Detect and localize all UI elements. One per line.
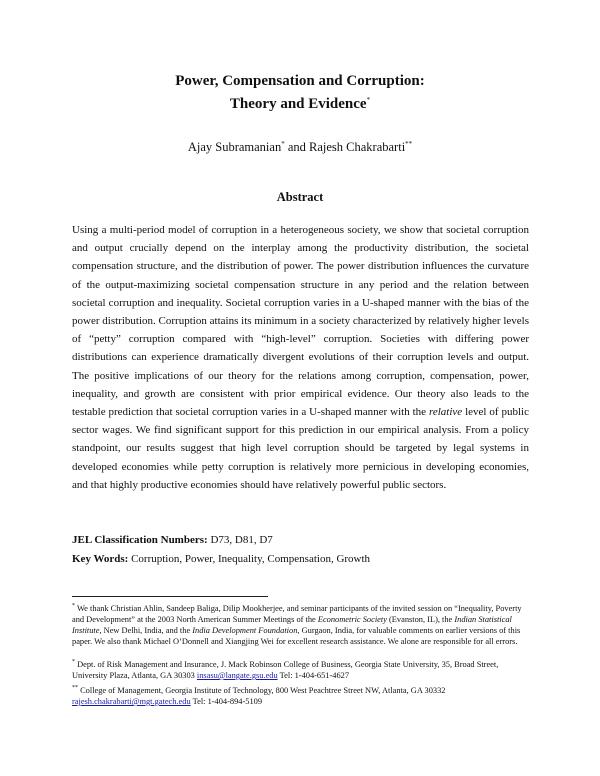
footnote-acknowledgements xyxy=(72,601,532,648)
key-words-value: Corruption, Power, Inequality, Compensation, Growth xyxy=(128,553,371,565)
title-line-1: Power, Compensation and Corruption: xyxy=(175,73,425,89)
footnote-1-text: We thank Christian Ahlin, Sandeep Baliga, Dilip Mookherjee, and seminar participants of the invited session on “Inequality, Poverty and Development” at the 2003 North American Summer Meetings of the xyxy=(72,603,522,624)
abstract-text-2: level of public sector wages. We find significant support for this prediction in our empirical analysis. From a policy standpoint, our results suggest that high level corruption should be targeted by legal systems in developed economies while petty corruption is relatively more pernicious in developing economies, and that highly productive economies should have relatively powerful public sectors. xyxy=(72,406,529,491)
email-link-author-1[interactable]: insasu@langate.gsu.edu xyxy=(196,671,278,680)
footnote-3-text: College of Management, Georgia Institute of Technology, 800 West Peachtree Street NW, Atlanta, GA 30332 xyxy=(78,685,446,695)
jel-classification xyxy=(72,534,273,546)
jel-label: JEL Classification Numbers: xyxy=(72,534,208,546)
author-1: Ajay Subramanian xyxy=(187,140,282,155)
footnote-1-text-4: , Gurgaon, India, for valuable comments on earlier versions of this paper. We also thank Michael O’Donnell and Xiangjing Wei for excellent research assistance. We alone are responsible for all errors. xyxy=(72,626,521,647)
author-2: Rajesh Chakrabarti xyxy=(309,140,406,155)
author-2-mark: ** xyxy=(405,140,413,148)
footnote-1-text-3: , New Delhi, India, and the xyxy=(99,626,193,636)
abstract-text-1: Using a multi-period model of corruption in a heterogeneous society, we show that societal corruption and output crucially depend on the interplay among the productivity distribution, the societal compensation structure, and the distribution of power. The power distribution influences the curvature of the output-maximizing societal compensation structure in any period and the relation between societal corruption and inequality. Societal corruption varies in a U-shaped manner with the bias of the power distribution. Corruption attains its minimum in a society characterized by relatively higher levels of “petty” corruption compared with “high-level” corruption. Societies with differing power distributions can experience dramatically divergent evolutions of their corruption levels and output. The positive implications of our theory for the relations among corruption, compensation, power, inequality, and growth are consistent with prior empirical evidence. Our theory also leads to the testable prediction that societal corruption varies in a U-shaped manner with the xyxy=(72,224,529,419)
author-joiner: and xyxy=(284,140,310,155)
footnote-author-2 xyxy=(72,683,532,707)
footnote-3-mark: ** xyxy=(72,685,78,691)
key-words xyxy=(72,553,370,565)
footnote-3-tel: Tel: 1-404-894-5109 xyxy=(190,697,263,706)
footnote-author-1 xyxy=(72,657,532,681)
footnote-2-mark: * xyxy=(72,659,75,665)
footnote-1-italic-2: Indian Statistical Institute xyxy=(72,615,512,636)
footnote-1-mark: * xyxy=(72,603,75,609)
author-1-mark: * xyxy=(281,140,285,148)
footnote-2-text: Dept. of Risk Management and Insurance, J. Mack Robinson College of Business, Georgia State University, 35, Broad Street, University Plaza, Atlanta, GA 30303 xyxy=(72,659,499,680)
jel-value: D73, D81, D7 xyxy=(207,534,273,546)
email-link-author-2[interactable]: rajesh.chakrabarti@mgt.gatech.edu xyxy=(72,697,191,706)
key-words-label: Key Words: xyxy=(72,553,129,565)
title-line-2: Theory and Evidence xyxy=(229,96,367,112)
footnote-2-tel: Tel: 1-404-651-4627 xyxy=(277,671,350,680)
footnote-1-italic-3: India Development Foundation xyxy=(192,626,298,636)
title-footnote-mark: * xyxy=(366,96,371,104)
paper-title xyxy=(0,72,600,114)
abstract-italic: relative xyxy=(428,406,463,419)
footnote-divider xyxy=(72,596,268,597)
author-line xyxy=(0,140,600,155)
footnote-1-italic-1: Econometric Society xyxy=(317,615,387,624)
abstract-body xyxy=(72,221,529,494)
footnote-1-text-2: (Evanston, IL), the xyxy=(386,615,455,624)
abstract-heading: Abstract xyxy=(276,190,324,204)
